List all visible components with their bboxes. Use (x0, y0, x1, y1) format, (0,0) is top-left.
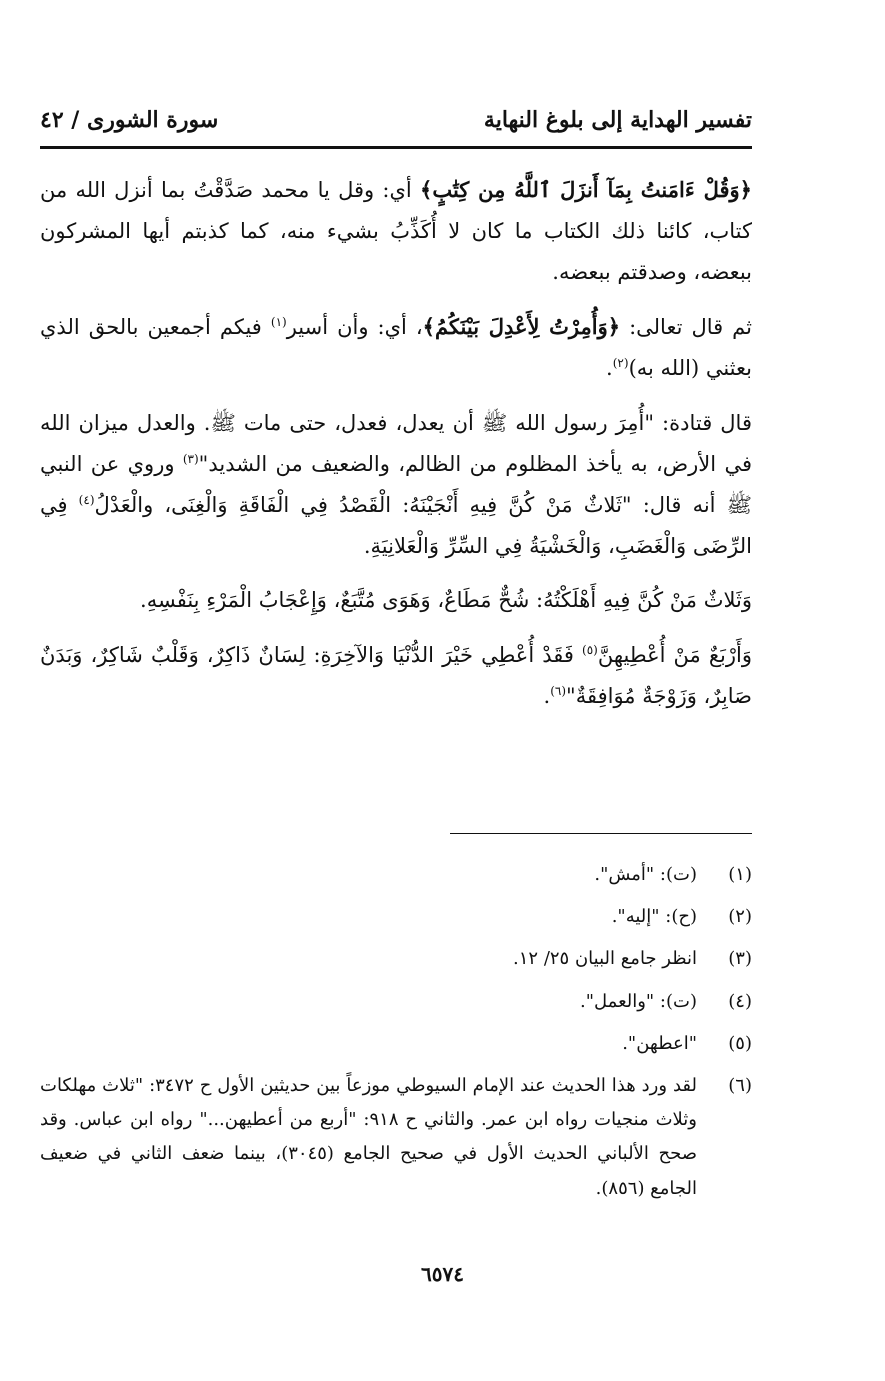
header-divider (40, 146, 752, 149)
footnote-number: (٣) (728, 948, 752, 970)
footnote-number: (٤) (728, 990, 752, 1012)
footnote-item (40, 858, 752, 892)
paragraph (40, 403, 752, 567)
paragraph (40, 580, 752, 621)
footnote-reference: (٣) (182, 451, 199, 466)
footnote-item (40, 1027, 752, 1061)
footnotes (40, 858, 752, 1214)
footnote-item (40, 900, 752, 934)
surah-reference: سورة الشورى / ٤٢ (40, 107, 219, 133)
footnote-text: "اعطهن". (622, 1032, 697, 1054)
paragraph-text: . (606, 355, 613, 380)
footnote-text: انظر جامع البيان ٢٥/ ١٢. (513, 948, 697, 970)
page-number: ٦٥٧٤ (421, 1262, 464, 1286)
footnote-item (40, 1069, 752, 1206)
footnote-number: (١) (728, 864, 752, 885)
footnote-divider (450, 833, 752, 834)
footnote-text: (ت): "أمش". (594, 864, 697, 885)
footnote-reference: (٢) (612, 355, 629, 370)
paragraph (40, 170, 752, 293)
footnote-number: (٥) (728, 1032, 752, 1054)
footnote-number: (٦) (728, 1074, 752, 1096)
paragraph-text: فيكم أجمعين بالحق الذي بعثني (الله به) (40, 314, 752, 380)
footnote-text: (ح): "إليه". (611, 906, 697, 928)
paragraph-text: ، أي: وأن أسير (286, 314, 423, 339)
paragraph-text: وَثَلاثٌ مَنْ كُنَّ فِيهِ أَهْلَكْتُهُ: شُحٌّ مَطَاعٌ، وَهَوَى مُتَّبَعٌ، وَإِعْجَابُ الْمَرْءِ بِنَفْسِهِ. (140, 588, 752, 613)
footnote-reference: (١) (270, 314, 287, 329)
book-title: تفسير الهداية إلى بلوغ النهاية (483, 107, 752, 133)
paragraph (40, 307, 752, 389)
paragraph-text: أي: وقل يا محمد صَدَّقْتُ بما أنزل الله من كتاب، كائنا ذلك الكتاب ما كان لا أُكَذِّبُ بشيء منه، كما كذبتم أيها المشركون ببعضه، وصدقتم ببعضه. (40, 178, 752, 284)
paragraph-text: فَقَدْ أُعْطِي خَيْرَ الدُّنْيَا وَالآخِرَةِ: لِسَانٌ ذَاكِرٌ، وَقَلْبٌ شَاكِرٌ، وَبَدَنٌ صَابِرٌ، وَزَوْجَةٌ مُوَافِقَةٌ" (40, 643, 752, 709)
paragraph (40, 635, 752, 717)
quran-verse: ﴿وَأُمِرْتُ لِأَعْدِلَ بَيْنَكُمُ﴾ (422, 313, 621, 339)
footnote-reference: (٥) (582, 643, 598, 658)
footnote-item (40, 985, 752, 1019)
footnote-item (40, 942, 752, 976)
footnote-text: (ت): "والعمل". (580, 990, 697, 1012)
main-text (40, 170, 752, 731)
paragraph-text: وَأَرْبَعٌ مَنْ أُعْطِيهِنَّ (597, 643, 752, 668)
quran-verse: ﴿وَقُلْ ءَامَنتُ بِمَآ أَنزَلَ ٱللَّهُ مِن كِتَٰبٍ﴾ (420, 177, 752, 202)
paragraph-text: فِي الرِّضَى وَالْغَضَبِ، وَالْخَشْيَةُ فِي السِّرِّ وَالْعَلانِيَةِ. (40, 492, 752, 558)
page-header (40, 100, 752, 140)
paragraph-text: قال قتادة: "أُمِرَ رسول الله ﷺ أن يعدل، فعدل، حتى مات ﷺ. والعدل ميزان الله في الأرض، به يأخذ المظلوم من الظالم، والضعيف من الشديد" (40, 410, 753, 476)
paragraph-text: . (543, 684, 551, 709)
footnote-number: (٢) (728, 906, 752, 928)
footnote-text: لقد ورد هذا الحديث عند الإمام السيوطي موزعاً بين حديثين الأول ح ٣٤٧٢: "ثلاث مهلكات وثلاث منجيات رواه ابن عمر. والثاني ح ٩١٨: "أربع من أعطيهن..." رواه ابن عباس. وقد صحح الألباني الحديث الأول في صحيح الجامع (٣٠٤٥)، بينما ضعف الثاني في ضعيف الجامع (٨٥٦). (40, 1074, 697, 1199)
paragraph-text: وروي عن النبي ﷺ أنه قال: "ثَلاثٌ مَنْ كُنَّ فِيهِ أَنْجَيْنَهُ: الْقَصْدُ فِي الْفَاقَةِ وَالْغِنَى، والْعَدْلُ (40, 451, 753, 517)
footnote-reference: (٦) (550, 684, 567, 699)
paragraph-text: ثم قال تعالى: (620, 314, 752, 339)
footnote-reference: (٤) (78, 492, 95, 507)
